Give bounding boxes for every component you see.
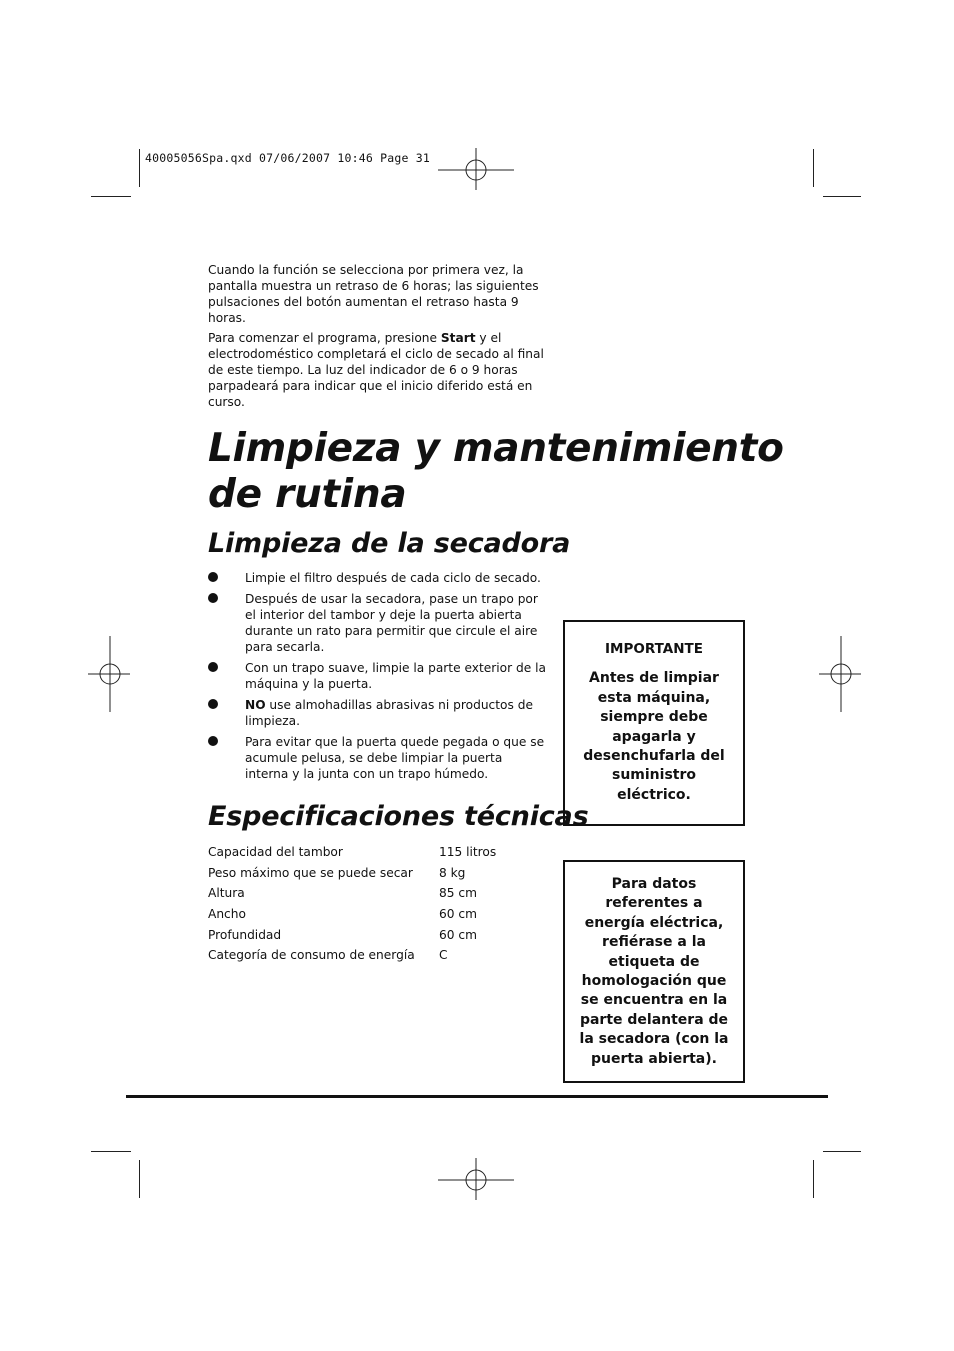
registration-mark-icon [72, 636, 148, 712]
energy-info-box [563, 860, 745, 1083]
crop-mark [813, 149, 814, 187]
cleaning-list [208, 570, 548, 787]
cleaning-title: Limpieza de la secadora [208, 528, 571, 559]
intro-text [208, 262, 548, 414]
page-title: Limpieza y mantenimiento de rutina [208, 426, 784, 517]
spec-value: C [439, 948, 448, 963]
footer-rule [126, 1095, 828, 1098]
spec-value: 60 cm [439, 927, 477, 942]
table-row [208, 886, 496, 907]
specs-table [208, 845, 496, 969]
list-item [208, 591, 548, 655]
list-item-text: use almohadillas abrasivas ni productos de limpieza. [245, 698, 533, 728]
table-row [208, 948, 496, 969]
spec-label: Altura [208, 886, 245, 901]
list-item-text: Con un trapo suave, limpie la parte exterior de la máquina y la puerta. [245, 661, 546, 691]
important-heading: IMPORTANTE [605, 641, 703, 657]
important-body: Antes de limpiar esta máquina, siempre debe apagarla y desenchufarla del suministro eléctrico. [583, 670, 725, 803]
bullet-icon [208, 699, 218, 709]
crop-mark [823, 196, 861, 197]
emphasis: NO [245, 698, 266, 712]
crop-mark [91, 1151, 131, 1152]
bullet-icon [208, 593, 218, 603]
spec-value: 115 litros [439, 845, 497, 859]
table-row [208, 907, 496, 928]
crop-mark [823, 1151, 861, 1152]
table-row [208, 845, 496, 866]
spec-value: 8 kg [439, 865, 466, 880]
text: Para comenzar el programa, presione [208, 331, 441, 345]
list-item-text: Limpie el filtro después de cada ciclo de secado. [245, 571, 541, 585]
bullet-icon [208, 736, 218, 746]
crop-mark [139, 1160, 140, 1198]
spec-value: 60 cm [439, 907, 477, 922]
important-box [563, 620, 745, 826]
registration-mark-icon [438, 132, 514, 208]
table-row [208, 928, 496, 949]
spec-value: 85 cm [439, 886, 477, 901]
list-item [208, 734, 548, 782]
spec-label: Profundidad [208, 927, 282, 942]
registration-mark-icon [803, 636, 879, 712]
intro-paragraph [208, 330, 548, 410]
spec-label: Ancho [208, 907, 246, 922]
bullet-icon [208, 572, 218, 582]
energy-info-body: Para datos referentes a energía eléctrica, refiérase a la etiqueta de homologación que se encuentra en la parte delantera de la secadora (con la puerta abierta). [579, 876, 729, 1067]
bullet-icon [208, 662, 218, 672]
print-slug: 40005056Spa.qxd 07/06/2007 10:46 Page 31 [145, 151, 430, 165]
crop-mark [813, 1160, 814, 1198]
text: y el electrodoméstico completará el ciclo de secado al final de este tiempo. La luz del indicador de 6 o 9 horas parpadeará para indicar que el inicio diferido está en curso. [208, 331, 544, 409]
specs-title: Especificaciones técnicas [208, 801, 589, 832]
crop-mark [91, 196, 131, 197]
spec-label: Categoría de consumo de energía [208, 948, 415, 963]
registration-mark-icon [438, 1142, 514, 1218]
start-label: Start [440, 331, 476, 345]
table-row [208, 866, 496, 887]
list-item [208, 697, 548, 729]
spec-label: Capacidad del tambor [208, 845, 343, 859]
intro-paragraph: Cuando la función se selecciona por primera vez, la pantalla muestra un retraso de 6 horas; las siguientes pulsaciones del botón aumentan el retraso hasta 9 horas. [208, 263, 539, 325]
spec-label: Peso máximo que se puede secar [208, 865, 413, 880]
list-item [208, 660, 548, 692]
list-item-text: Después de usar la secadora, pase un trapo por el interior del tambor y deje la puerta abierta durante un rato para permitir que circule el aire para secarla. [245, 592, 538, 654]
list-item-text: Para evitar que la puerta quede pegada o que se acumule pelusa, se debe limpiar la puerta interna y la junta con un trapo húmedo. [245, 735, 545, 781]
list-item [208, 570, 548, 586]
crop-mark [139, 149, 140, 187]
